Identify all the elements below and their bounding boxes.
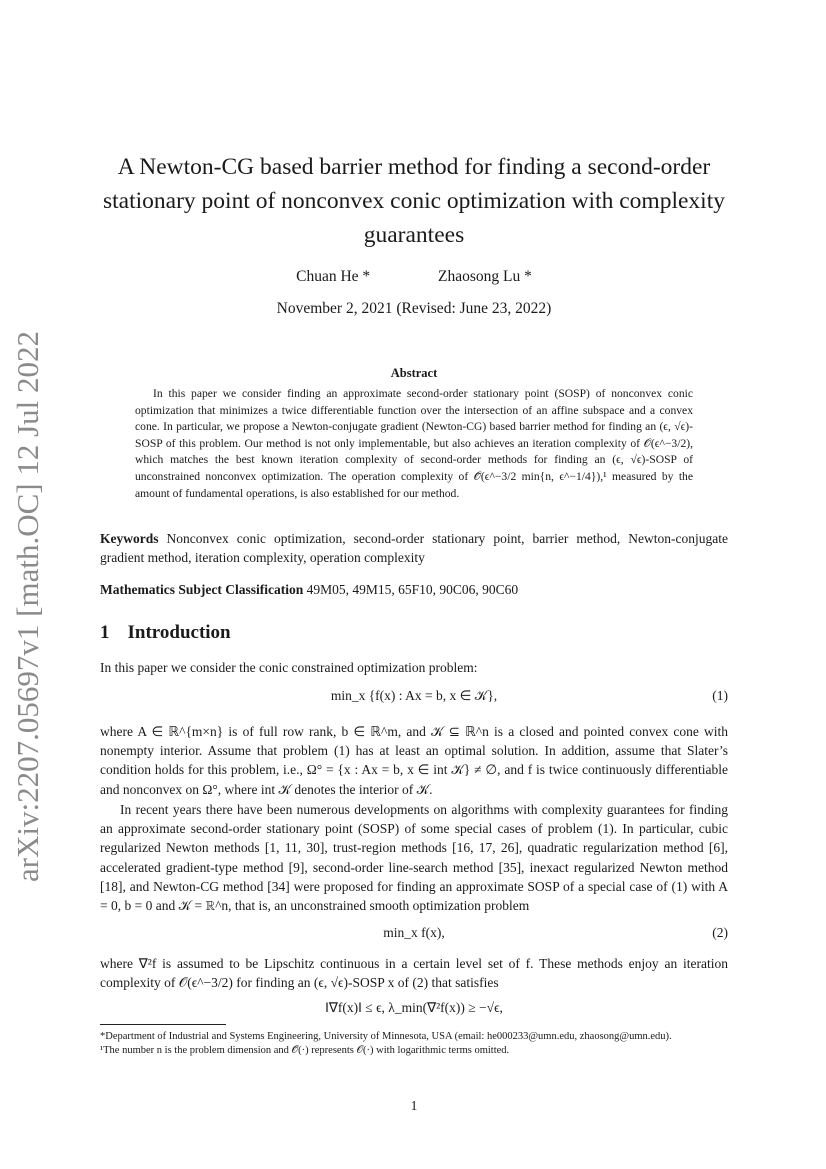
keywords-label: Keywords [100,531,159,546]
paper-title: A Newton-CG based barrier method for finding a second-order stationary point of nonconvex conic optimization with complexity guarantees [103,154,725,248]
section-title: Introduction [127,622,231,643]
arxiv-identifier-stamp: arXiv:2207.05697v1 [math.OC] 12 Jul 2022 [10,330,45,883]
keywords-block [100,529,728,567]
intro-paragraph: where A ∈ ℝ^{m×n} is of full row rank, b ∈ ℝ^m, and 𝒦 ⊆ ℝ^n is a closed and pointed convex cone with nonempty interior. Assume that problem (1) has at least an optimal solution. In addition, assume that Slater’s condition holds for this problem, i.e., Ω° = {x : Ax = b, x ∈ int 𝒦} ≠ ∅, and f is twice continuously differentiable and nonconvex on Ω°, where int 𝒦 denotes the interior of 𝒦. [100,724,728,797]
abstract-heading: Abstract [390,366,438,380]
section-heading [100,622,231,644]
author-name: Chuan He * [296,268,371,285]
intro-paragraph: where ∇²f is assumed to be Lipschitz continuous in a certain level set of f. These methods enjoy an iteration complexity of 𝒪(ϵ^−3/2) for finding an (ϵ, √ϵ)-SOSP x of (2) that satisfies [100,956,728,991]
page-number: 1 [410,1098,418,1113]
intro-paragraph: In recent years there have been numerous developments on algorithms with complexity guarantees for finding an approximate second-order stationary point (SOSP) of some special cases of problem (1). In particular, cubic regularized Newton methods [1, 11, 30], trust-region methods [16, 17, 26], quadratic regularization method [6], accelerated gradient-type method [9], second-order line-search method [35], inexact regularized Newton method [18], and Newton-CG method [34] were proposed for finding an approximate SOSP of a special case of (1) with A = 0, b = 0 and 𝒦 = ℝ^n, that is, an unconstrained smooth optimization problem [100,802,728,914]
author-list [100,268,728,286]
footnotes [100,1030,728,1058]
equation-body: min_x f(x), [383,925,445,940]
author-name: Zhaosong Lu * [438,268,532,285]
equation-tag: (2) [712,925,728,940]
equation-body: min_x {f(x) : Ax = b, x ∈ 𝒦}, [330,688,498,703]
footnote-affiliation: *Department of Industrial and Systems Engineering, University of Minnesota, USA (email: he000233@umn.edu, zhaosong@umn.edu). [100,1031,672,1042]
msc-label: Mathematics Subject Classification [100,582,304,597]
section-number: 1 [100,622,110,643]
msc-block [100,580,728,599]
abstract-text: In this paper we consider finding an approximate second-order stationary point (SOSP) of nonconvex conic optimization that minimizes a twice differentiable function over the intersection of an affine subspace and a convex cone. In particular, we propose a Newton-conjugate gradient (Newton-CG) based barrier method for finding an (ϵ, √ϵ)-SOSP of this problem. Our method is not only implementable, but also achieves an iteration complexity of 𝒪(ϵ^−3/2), which matches the best known iteration complexity of second-order methods for finding an (ϵ, √ϵ)-SOSP of unconstrained nonconvex optimization. The operation complexity of 𝒪̃(ϵ^−3/2 min{n, ϵ^−1/4}),¹ measured by the amount of fundamental operations, is also established for our method. [135,387,693,500]
footnote-rule [100,1024,226,1025]
intro-paragraph: In this paper we consider the conic constrained optimization problem: [100,660,478,675]
equation-tag: (1) [712,688,728,703]
footnote-complexity: ¹The number n is the problem dimension and 𝒪̃(·) represents 𝒪(·) with logarithmic terms omitted. [100,1045,510,1057]
msc-codes: 49M05, 49M15, 65F10, 90C06, 90C60 [306,582,519,597]
paper-date: November 2, 2021 (Revised: June 23, 2022) [276,300,552,317]
keywords-text: Nonconvex conic optimization, second-order stationary point, barrier method, Newton-conjugate gradient method, iteration complexity, operation complexity [100,531,729,566]
equation-body: ‖∇f(x)‖ ≤ ϵ, λ_min(∇²f(x)) ≥ −√ϵ, [325,1000,503,1015]
